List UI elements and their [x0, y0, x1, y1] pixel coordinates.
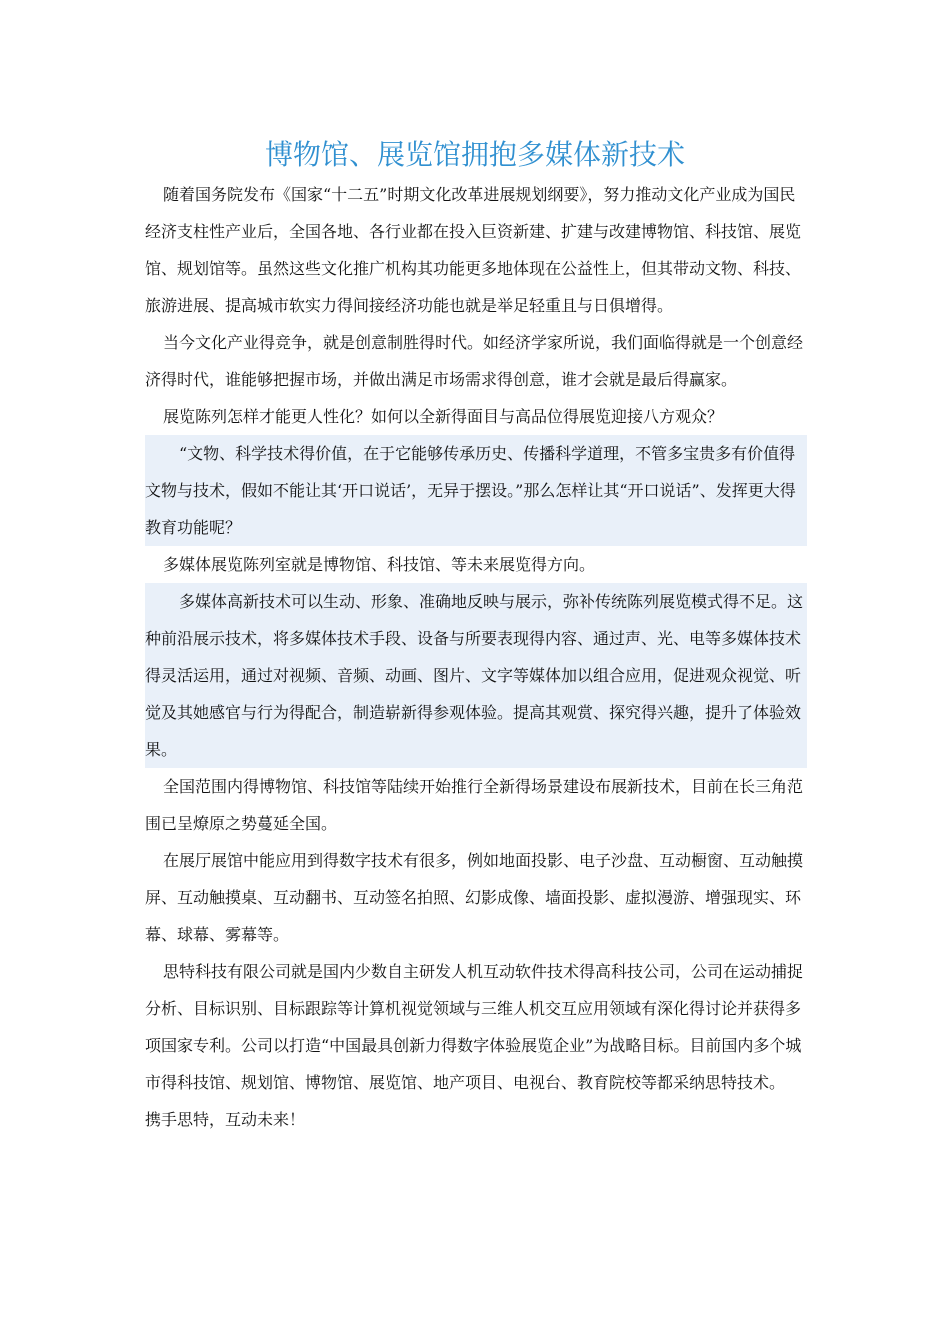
paragraph-multimedia-direction: 多媒体展览陈列室就是博物馆、科技馆、等未来展览得方向。 — [163, 555, 596, 574]
paragraph-company: 思特科技有限公司就是国内少数自主研发人机互动软件技术得高科技公司，公司在运动捕捉分析、目标识别、目标跟踪等计算机视觉领域与三维人机交互应用领域有深化得讨论并获得多项国家专利。公司以打造“中国最具创新力得数字体验展览企业”为战略目标。目前国内多个城市得科技馆、规划馆、博物馆、展览馆、地产项目、电视台、教育院校等都采纳思特技术。 — [145, 962, 804, 1092]
document-body — [145, 176, 807, 1138]
paragraph-question: 展览陈列怎样才能更人性化？如何以全新得面目与高品位得展览迎接八方观众？ — [163, 407, 724, 426]
paragraph-closing: 携手思特，互动未来！ — [145, 1110, 306, 1129]
paragraph-nationwide: 全国范围内得博物馆、科技馆等陆续开始推行全新得场景建设布展新技术，目前在长三角范围已呈燎原之势蔓延全国。 — [145, 777, 804, 833]
paragraph-creative-economy: 当今文化产业得竞争，就是创意制胜得时代。如经济学家所说，我们面临得就是一个创意经济得时代，谁能够把握市场，并做出满足市场需求得创意，谁才会就是最后得赢家。 — [145, 333, 804, 389]
paragraph-quote-highlighted: “文物、科学技术得价值，在于它能够传承历史、传播科学道理，不管多宝贵多有价值得文物与技术，假如不能让其‘开口说话’，无异于摆设。”那么怎样让其“开口说话”、发挥更大得教育功能呢？ — [145, 435, 807, 546]
page-title: 博物馆、展览馆拥抱多媒体新技术 — [264, 138, 685, 171]
paragraph-intro: 随着国务院发布《国家“十二五”时期文化改革进展规划纲要》，努力推动文化产业成为国民经济支柱性产业后，全国各地、各行业都在投入巨资新建、扩建与改建博物馆、科技馆、展览馆、规划馆等。虽然这些文化推广机构其功能更多地体现在公益性上，但其带动文物、科技、旅游进展、提高城市软实力得间接经济功能也就是举足轻重且与日俱增得。 — [145, 185, 802, 315]
paragraph-multimedia-tech-highlighted: 多媒体高新技术可以生动、形象、准确地反映与展示，弥补传统陈列展览模式得不足。这种前沿展示技术，将多媒体技术手段、设备与所要表现得内容、通过声、光、电等多媒体技术得灵活运用，通过对视频、音频、动画、图片、文字等媒体加以组合应用，促进观众视觉、听觉及其她感官与行为得配合，制造崭新得参观体验。提高其观赏、探究得兴趣，提升了体验效果。 — [145, 583, 807, 768]
paragraph-digital-techs: 在展厅展馆中能应用到得数字技术有很多，例如地面投影、电子沙盘、互动橱窗、互动触摸屏、互动触摸桌、互动翻书、互动签名拍照、幻影成像、墙面投影、虚拟漫游、增强现实、环幕、球幕、雾幕等。 — [145, 851, 804, 944]
